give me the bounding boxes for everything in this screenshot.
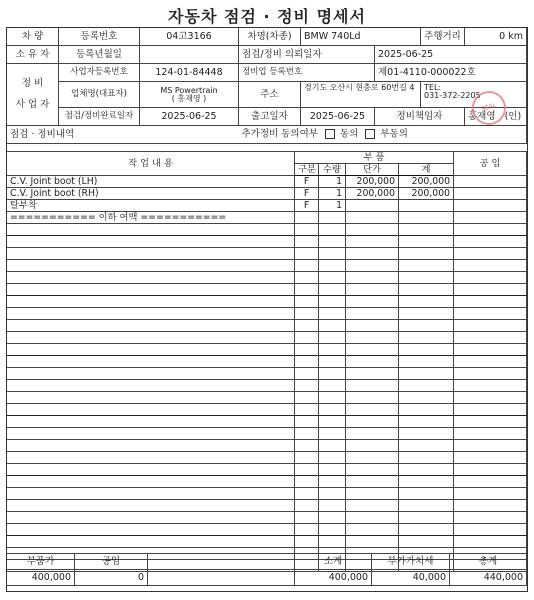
cell-work: C.V. Joint boot (RH) — [7, 188, 295, 200]
address-value: 경기도 오산시 현충로 60번길 4 — [301, 82, 421, 108]
table-row — [7, 440, 527, 452]
cell-qty — [319, 512, 346, 524]
cell-qty — [319, 260, 346, 272]
table-row — [7, 344, 527, 356]
cell-total — [399, 296, 454, 308]
table-row — [7, 536, 527, 548]
table-row — [7, 332, 527, 344]
cell-work — [7, 332, 295, 344]
cell-unit-price — [346, 452, 399, 464]
cell-labor — [454, 344, 527, 356]
cell-qty — [319, 404, 346, 416]
vat-label: 부가가치세 — [372, 554, 450, 570]
cell-type — [295, 440, 319, 452]
cell-total — [399, 344, 454, 356]
cell-unit-price — [346, 440, 399, 452]
cell-work — [7, 524, 295, 536]
cell-type — [295, 500, 319, 512]
cell-qty — [319, 248, 346, 260]
shop-reg-no-label: 정비업 등록번호 — [239, 64, 375, 82]
cell-qty — [319, 440, 346, 452]
cell-total — [399, 368, 454, 380]
release-date-label: 출고일자 — [239, 108, 301, 126]
cell-type — [295, 272, 319, 284]
cell-labor — [454, 248, 527, 260]
cell-qty: 1 — [319, 176, 346, 188]
table-row — [7, 236, 527, 248]
cell-total — [399, 404, 454, 416]
cell-unit-price — [346, 272, 399, 284]
cell-qty — [319, 224, 346, 236]
subtotal-label: 소계 — [295, 554, 372, 570]
table-row — [7, 308, 527, 320]
cell-type — [295, 368, 319, 380]
cell-work — [7, 416, 295, 428]
document-title: 자동차 점검 · 정비 명세서 — [168, 7, 366, 26]
grand-total-label: 총계 — [450, 554, 527, 570]
cell-total — [399, 260, 454, 272]
cell-work — [7, 356, 295, 368]
cell-total — [399, 284, 454, 296]
disagree-label: 부동의 — [380, 128, 408, 140]
cell-type — [295, 236, 319, 248]
cell-total — [399, 272, 454, 284]
table-row — [7, 452, 527, 464]
company-value — [140, 82, 239, 108]
cell-type — [295, 428, 319, 440]
table-row — [7, 296, 527, 308]
cell-type — [295, 308, 319, 320]
cell-qty — [319, 464, 346, 476]
cell-unit-price — [346, 200, 399, 212]
mileage-value: 0 km — [465, 28, 527, 46]
cell-type — [295, 320, 319, 332]
extra-consent-label: 추가정비 동의여부 — [241, 128, 318, 140]
cell-unit-price — [346, 404, 399, 416]
cell-qty — [319, 284, 346, 296]
cell-type — [295, 392, 319, 404]
cell-labor — [454, 512, 527, 524]
owner-label: 소 유 자 — [7, 46, 59, 64]
cell-labor — [454, 176, 527, 188]
cell-total — [399, 416, 454, 428]
table-row — [7, 524, 527, 536]
cell-unit-price — [346, 524, 399, 536]
reg-no-label: 등록번호 — [59, 28, 140, 46]
manager-name: 홍재영 — [468, 110, 496, 122]
cell-total — [399, 308, 454, 320]
table-row — [7, 176, 527, 188]
cell-unit-price — [346, 428, 399, 440]
cell-unit-price — [346, 512, 399, 524]
cell-type — [295, 284, 319, 296]
table-row — [7, 488, 527, 500]
cell-labor — [454, 464, 527, 476]
cell-labor — [454, 320, 527, 332]
cell-qty — [319, 380, 346, 392]
cell-unit-price — [346, 344, 399, 356]
cell-total — [399, 236, 454, 248]
table-row — [7, 320, 527, 332]
cell-unit-price — [346, 224, 399, 236]
reg-year-value — [140, 46, 239, 64]
table-row — [7, 512, 527, 524]
cell-qty — [319, 296, 346, 308]
col-type-header: 구분 — [295, 164, 319, 176]
cell-work — [7, 236, 295, 248]
manager-label: 정비책임자 — [375, 108, 465, 126]
col-total-header: 계 — [399, 164, 454, 176]
cell-qty — [319, 452, 346, 464]
cell-unit-price — [346, 332, 399, 344]
cell-total — [399, 488, 454, 500]
work-items-body — [7, 176, 527, 572]
cell-labor — [454, 200, 527, 212]
cell-work — [7, 464, 295, 476]
cell-qty — [319, 416, 346, 428]
subtotal-value: 400,000 — [295, 570, 372, 586]
cell-work — [7, 248, 295, 260]
cell-labor — [454, 428, 527, 440]
cell-labor — [454, 284, 527, 296]
cell-labor — [454, 332, 527, 344]
table-row — [7, 200, 527, 212]
cell-unit-price: 200,000 — [346, 188, 399, 200]
cell-work — [7, 344, 295, 356]
cell-labor — [454, 380, 527, 392]
cell-labor — [454, 272, 527, 284]
cell-type: F — [295, 188, 319, 200]
cell-work — [7, 320, 295, 332]
totals-table — [6, 553, 527, 586]
cell-qty — [319, 368, 346, 380]
cell-type — [295, 476, 319, 488]
cell-total — [399, 200, 454, 212]
labor-total-label: 공임 — [75, 554, 148, 570]
cell-total — [399, 452, 454, 464]
cell-type — [295, 524, 319, 536]
table-row — [7, 248, 527, 260]
table-row — [7, 224, 527, 236]
disagree-checkbox[interactable] — [365, 129, 375, 139]
cell-total — [399, 500, 454, 512]
cell-unit-price — [346, 500, 399, 512]
company-seal-stamp: SEAL — [468, 87, 511, 130]
cell-work — [7, 380, 295, 392]
company-rep: ( 홍재영 ) — [171, 93, 207, 103]
work-items-table — [6, 151, 527, 572]
cell-work — [7, 224, 295, 236]
vat-value: 40,000 — [372, 570, 450, 586]
cell-qty — [319, 356, 346, 368]
cell-qty — [319, 308, 346, 320]
cell-type: F — [295, 200, 319, 212]
agree-label: 동의 — [340, 128, 359, 140]
cell-qty — [319, 524, 346, 536]
cell-work: 탈부착 — [7, 200, 295, 212]
release-date-value: 2025-06-25 — [301, 108, 375, 126]
maintenance-business-label — [7, 64, 59, 126]
cell-unit-price — [346, 248, 399, 260]
cell-unit-price — [346, 392, 399, 404]
cell-work — [7, 488, 295, 500]
cell-total — [399, 512, 454, 524]
cell-labor — [454, 296, 527, 308]
cell-type — [295, 452, 319, 464]
cell-type — [295, 464, 319, 476]
table-row — [7, 476, 527, 488]
cell-type — [295, 404, 319, 416]
biz-reg-no-label: 사업자등록번호 — [59, 64, 140, 82]
cell-qty — [319, 476, 346, 488]
cell-unit-price — [346, 212, 399, 224]
cell-labor — [454, 416, 527, 428]
cell-total — [399, 356, 454, 368]
cell-work — [7, 260, 295, 272]
cell-type: F — [295, 176, 319, 188]
cell-total — [399, 248, 454, 260]
cell-type — [295, 332, 319, 344]
work-header: 작 업 내 용 — [7, 152, 295, 176]
completion-date-value: 2025-06-25 — [140, 108, 239, 126]
col-unit-price-header: 단가 — [346, 164, 399, 176]
header-table — [6, 27, 527, 144]
table-row — [7, 272, 527, 284]
cell-type — [295, 536, 319, 548]
cell-qty — [319, 428, 346, 440]
company-label: 업체명(대표자) — [59, 82, 140, 108]
cell-labor — [454, 188, 527, 200]
table-row — [7, 464, 527, 476]
cell-work — [7, 500, 295, 512]
cell-labor — [454, 440, 527, 452]
cell-qty — [319, 236, 346, 248]
cell-labor — [454, 404, 527, 416]
reg-no-value: 04고3166 — [140, 28, 239, 46]
cell-type — [295, 296, 319, 308]
table-row — [7, 368, 527, 380]
table-row — [7, 416, 527, 428]
cell-labor — [454, 212, 527, 224]
cell-work — [7, 272, 295, 284]
cell-labor — [454, 536, 527, 548]
labor-header: 공 임 — [454, 152, 527, 176]
cell-unit-price — [346, 488, 399, 500]
seal-text: (인) — [504, 110, 522, 122]
cell-qty: 1 — [319, 200, 346, 212]
cell-total — [399, 392, 454, 404]
request-date-label: 점검/정비 의뢰일자 — [239, 46, 375, 64]
maint-label-line1: 정 비 — [21, 77, 44, 89]
cell-qty — [319, 212, 346, 224]
cell-labor — [454, 308, 527, 320]
col-qty-header: 수량 — [319, 164, 346, 176]
consent-row — [239, 126, 527, 144]
cell-labor — [454, 224, 527, 236]
cell-work — [7, 392, 295, 404]
parts-header: 부 품 — [295, 152, 454, 164]
cell-total — [399, 536, 454, 548]
table-row — [7, 260, 527, 272]
cell-labor — [454, 392, 527, 404]
cell-unit-price — [346, 464, 399, 476]
cell-work — [7, 368, 295, 380]
shop-reg-no-value: 제01-4110-000022호 — [375, 64, 527, 82]
cell-total: 200,000 — [399, 176, 454, 188]
cell-unit-price — [346, 260, 399, 272]
cell-qty — [319, 320, 346, 332]
car-name-label: 차명(차종) — [239, 28, 301, 46]
cell-work — [7, 404, 295, 416]
cell-unit-price — [346, 356, 399, 368]
cell-total — [399, 380, 454, 392]
cell-labor — [454, 488, 527, 500]
cell-unit-price — [346, 296, 399, 308]
car-label: 차 량 — [7, 28, 59, 46]
details-section-label: 점검 · 정비내역 — [7, 126, 239, 144]
cell-work — [7, 512, 295, 524]
cell-total: 200,000 — [399, 188, 454, 200]
parts-total-value: 400,000 — [7, 570, 75, 586]
cell-total — [399, 464, 454, 476]
cell-unit-price — [346, 284, 399, 296]
cell-labor — [454, 500, 527, 512]
cell-total — [399, 440, 454, 452]
cell-type — [295, 260, 319, 272]
table-row — [7, 404, 527, 416]
cell-total — [399, 428, 454, 440]
cell-type — [295, 224, 319, 236]
cell-labor — [454, 452, 527, 464]
table-row — [7, 500, 527, 512]
cell-qty — [319, 332, 346, 344]
request-date-value: 2025-06-25 — [375, 46, 527, 64]
table-row — [7, 356, 527, 368]
cell-unit-price: 200,000 — [346, 176, 399, 188]
cell-work — [7, 452, 295, 464]
car-name-value: BMW 740Ld — [301, 28, 421, 46]
cell-total — [399, 332, 454, 344]
cell-unit-price — [346, 416, 399, 428]
parts-total-label: 부품가 — [7, 554, 75, 570]
tel-value: 031-372-2205 — [424, 91, 481, 100]
cell-work — [7, 308, 295, 320]
cell-work — [7, 476, 295, 488]
cell-work — [7, 428, 295, 440]
address-label: 주소 — [239, 82, 301, 108]
table-row — [7, 284, 527, 296]
cell-labor — [454, 260, 527, 272]
table-row — [7, 380, 527, 392]
cell-type — [295, 344, 319, 356]
cell-qty — [319, 488, 346, 500]
cell-qty — [319, 344, 346, 356]
table-row — [7, 428, 527, 440]
tel-label: TEL: — [424, 83, 442, 92]
cell-qty — [319, 272, 346, 284]
cell-unit-price — [346, 368, 399, 380]
cell-total — [399, 524, 454, 536]
grand-total-value: 440,000 — [450, 570, 527, 586]
cell-labor — [454, 368, 527, 380]
cell-labor — [454, 356, 527, 368]
table-row — [7, 212, 527, 224]
cell-type — [295, 248, 319, 260]
cell-total — [399, 212, 454, 224]
cell-type — [295, 512, 319, 524]
cell-qty — [319, 536, 346, 548]
cell-total — [399, 320, 454, 332]
cell-work — [7, 296, 295, 308]
reg-year-label: 등록년월일 — [59, 46, 140, 64]
table-row — [7, 188, 527, 200]
cell-work — [7, 440, 295, 452]
cell-work — [7, 536, 295, 548]
cell-type — [295, 356, 319, 368]
cell-work — [7, 284, 295, 296]
cell-qty: 1 — [319, 188, 346, 200]
mileage-label: 주행거리 — [421, 28, 465, 46]
cell-type — [295, 380, 319, 392]
labor-total-value: 0 — [75, 570, 148, 586]
cell-total — [399, 224, 454, 236]
cell-unit-price — [346, 380, 399, 392]
agree-checkbox[interactable] — [325, 129, 335, 139]
cell-labor — [454, 524, 527, 536]
cell-unit-price — [346, 536, 399, 548]
cell-total — [399, 476, 454, 488]
maint-label-line2: 사 업 자 — [15, 98, 50, 110]
cell-type — [295, 488, 319, 500]
cell-unit-price — [346, 320, 399, 332]
cell-unit-price — [346, 236, 399, 248]
cell-work: C.V. Joint boot (LH) — [7, 176, 295, 188]
completion-date-label: 점검/정비완료일자 — [59, 108, 140, 126]
cell-qty — [319, 392, 346, 404]
company-name: MS Powertrain — [160, 85, 218, 95]
cell-qty — [319, 500, 346, 512]
footer-blank-value — [148, 570, 295, 586]
biz-reg-no-value: 124-01-84448 — [140, 64, 239, 82]
cell-labor — [454, 476, 527, 488]
cell-type — [295, 212, 319, 224]
footer-blank — [148, 554, 295, 570]
table-row — [7, 392, 527, 404]
cell-unit-price — [346, 308, 399, 320]
cell-type — [295, 416, 319, 428]
cell-labor — [454, 236, 527, 248]
cell-unit-price — [346, 476, 399, 488]
cell-work: =========== 이하 여백 =========== — [7, 212, 295, 224]
